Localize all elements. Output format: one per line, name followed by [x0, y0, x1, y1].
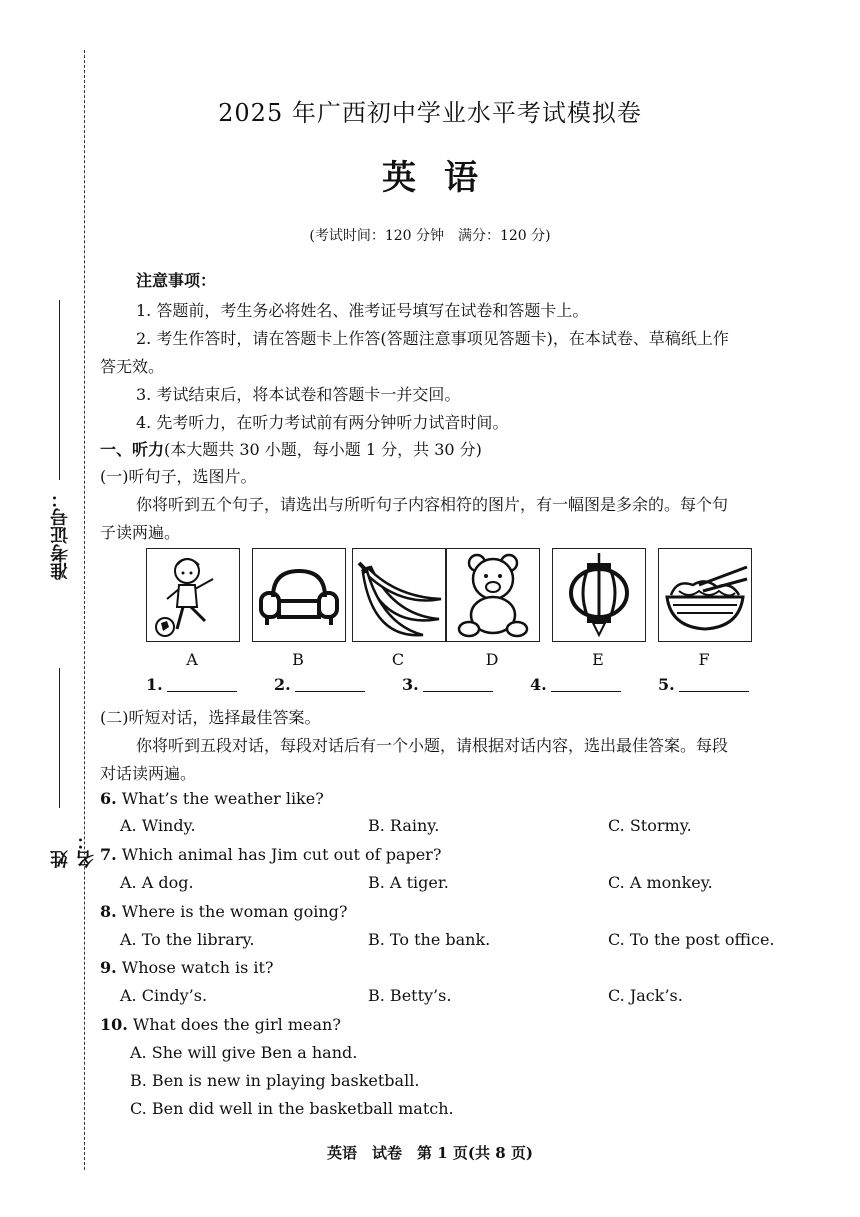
picture-label: B [292, 650, 304, 669]
answer-blank-num: 3. [402, 675, 419, 694]
picture-e [552, 548, 646, 642]
question-7: 7. Which animal has Jim cut out of paper? [100, 845, 442, 864]
answer-blank[interactable] [274, 675, 365, 694]
option-b[interactable]: B. To the bank. [368, 930, 491, 949]
answer-blank-num: 2. [274, 675, 291, 694]
noodles-bowl-icon [659, 549, 751, 641]
answer-blank-num: 1. [146, 675, 163, 694]
part2-title: (二)听短对话，选择最佳答案。 [100, 708, 321, 727]
picture-f [658, 548, 752, 642]
answer-blank-num: 5. [658, 675, 675, 694]
picture-label: C [391, 650, 405, 669]
picture-b [252, 548, 346, 642]
notice-heading: 注意事项： [136, 271, 217, 290]
option-b[interactable]: B. Ben is new in playing basketball. [130, 1071, 420, 1090]
binding-dashed-line [84, 50, 85, 1170]
exam-number-line [59, 300, 60, 480]
option-a[interactable]: A. Windy. [120, 816, 196, 835]
notice-item: 4. 先考听力，在听力考试前有两分钟听力试音时间。 [136, 413, 509, 432]
name-label: 姓名： [50, 832, 97, 868]
option-c[interactable]: C. Stormy. [608, 816, 692, 835]
section-heading-note: (本大题共 30 小题，每小题 1 分，共 30 分) [164, 440, 482, 459]
option-a[interactable]: A. She will give Ben a hand. [130, 1043, 358, 1062]
page-footer: 英语 试卷 第 1 页(共 8 页) [327, 1144, 533, 1162]
question-9: 9. Whose watch is it? [100, 958, 274, 977]
option-c[interactable]: C. A monkey. [608, 873, 713, 892]
question-6: 6. What’s the weather like? [100, 789, 324, 808]
exam-number-field [44, 300, 78, 620]
option-b[interactable]: B. A tiger. [368, 873, 449, 892]
answer-blank[interactable] [530, 675, 621, 694]
answer-blank[interactable] [146, 675, 237, 694]
part1-instruction: 你将听到五个句子，请选出与所听句子内容相符的图片，有一幅图是多余的。每个句 [136, 495, 729, 514]
exam-number-label: 准考证号： [50, 490, 71, 580]
subject-title: 英语 [382, 158, 506, 198]
picture-d [446, 548, 540, 642]
part1-instruction-cont: 子读两遍。 [100, 523, 181, 542]
part2-instruction: 你将听到五段对话，每段对话后有一个小题，请根据对话内容，选出最佳答案。每段 [136, 736, 729, 755]
option-c[interactable]: C. To the post office. [608, 930, 775, 949]
lantern-icon [553, 549, 645, 641]
picture-label: E [592, 650, 604, 669]
picture-row [140, 548, 780, 644]
teddy-bear-icon [447, 549, 539, 641]
option-c[interactable]: C. Jack’s. [608, 986, 683, 1005]
notice-item: 2. 考生作答时，请在答题卡上作答(答题注意事项见答题卡)，在本试卷、草稿纸上作 [136, 329, 729, 348]
part1-title: (一)听句子，选图片。 [100, 467, 257, 486]
option-c[interactable]: C. Ben did well in the basketball match. [130, 1099, 454, 1118]
picture-label: D [485, 650, 499, 669]
section-heading-label: 一、听力 [100, 440, 165, 459]
picture-label: A [186, 650, 198, 669]
option-a[interactable]: A. To the library. [120, 930, 255, 949]
picture-c [352, 548, 446, 642]
section-heading [100, 437, 482, 460]
name-line [59, 668, 60, 808]
question-8: 8. Where is the woman going? [100, 902, 348, 921]
boy-kicking-football-icon [147, 549, 239, 641]
exam-meta: (考试时间：120 分钟 满分：120 分) [309, 228, 551, 244]
exam-title: 2025 年广西初中学业水平考试模拟卷 [218, 99, 642, 127]
option-a[interactable]: A. Cindy’s. [120, 986, 208, 1005]
picture-a [146, 548, 240, 642]
part2-instruction-cont: 对话读两遍。 [100, 764, 197, 783]
answer-blank-num: 4. [530, 675, 547, 694]
picture-label: F [698, 650, 710, 669]
answer-blank[interactable] [658, 675, 749, 694]
notice-item-cont: 答无效。 [100, 357, 165, 376]
answer-blank[interactable] [402, 675, 493, 694]
notice-item: 3. 考试结束后，将本试卷和答题卡一并交回。 [136, 385, 461, 404]
question-10: 10. What does the girl mean? [100, 1015, 341, 1034]
notice-item: 1. 答题前，考生务必将姓名、准考证号填写在试卷和答题卡上。 [136, 301, 589, 320]
option-a[interactable]: A. A dog. [120, 873, 194, 892]
sofa-icon [253, 549, 345, 641]
option-b[interactable]: B. Betty’s. [368, 986, 452, 1005]
bananas-icon [353, 549, 445, 641]
name-field [44, 668, 97, 868]
option-b[interactable]: B. Rainy. [368, 816, 440, 835]
